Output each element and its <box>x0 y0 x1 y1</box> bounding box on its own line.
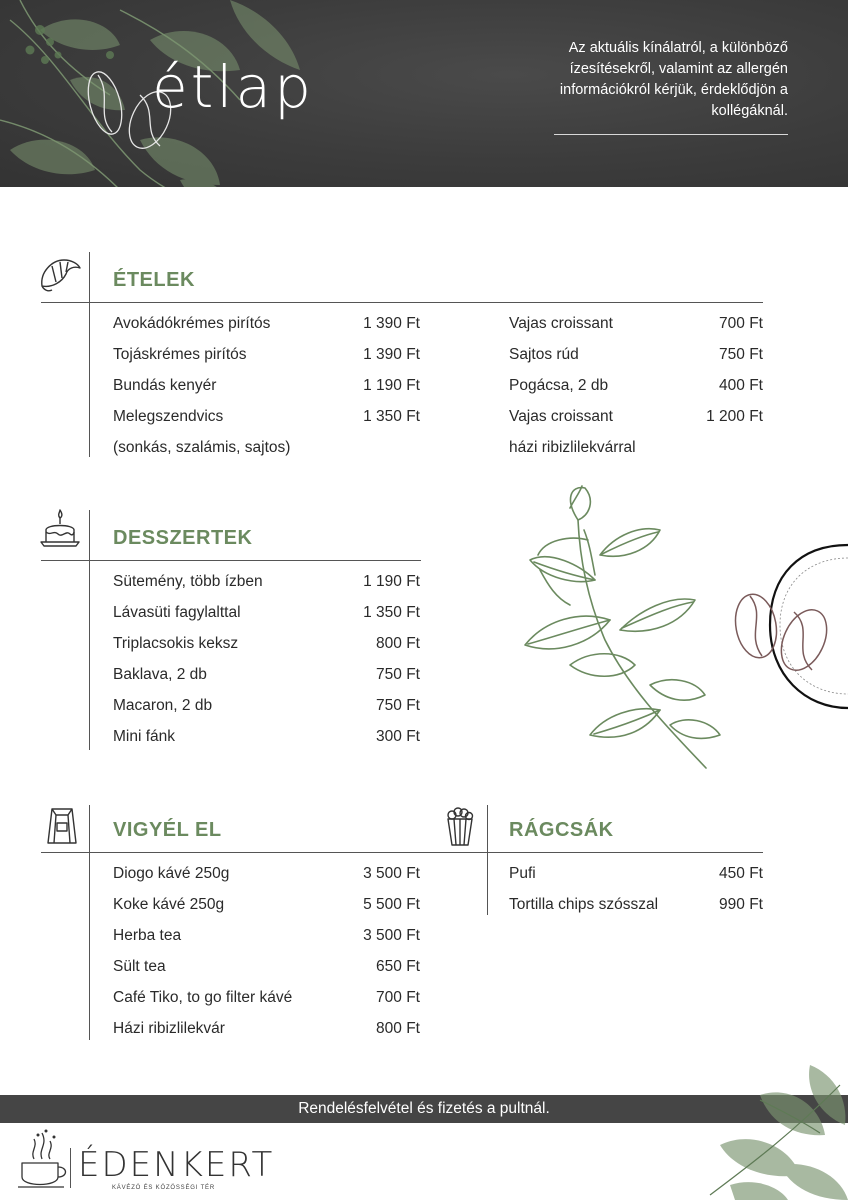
desszertek-title: DESSZERTEK <box>113 527 253 549</box>
menu-item-name: Sütemény, több ízben <box>113 573 263 590</box>
menu-item-price: 400 Ft <box>719 377 763 394</box>
coffee-bag-icon <box>40 803 84 847</box>
etelek-vertical-rule <box>89 252 90 457</box>
menu-item-price: 1 200 Ft <box>706 408 763 425</box>
menu-item-price: 1 390 Ft <box>363 315 420 332</box>
allergen-note: Az aktuális kínálatról, a különböző ízesítésekről, valamint az allergén információkról kérjük, érdeklődjön a kollégáknál. <box>559 40 788 119</box>
menu-item-name: Herba tea <box>113 927 182 944</box>
popcorn-icon <box>438 803 482 847</box>
menu-item-note: házi ribizlilekvárral <box>509 439 636 456</box>
ordering-note-band: Rendelésfelvétel és fizetés a pultnál. <box>0 1095 848 1123</box>
etelek-title: ÉTELEK <box>113 269 195 291</box>
desszertek-vertical-rule <box>89 510 90 750</box>
menu-item-name: Mini fánk <box>113 728 176 745</box>
menu-item-price: 1 190 Ft <box>363 377 420 394</box>
menu-item-price: 750 Ft <box>376 697 420 714</box>
menu-item-price: 800 Ft <box>376 1020 420 1037</box>
menu-item-name: Baklava, 2 db <box>113 666 207 683</box>
menu-item-name: Tortilla chips szósszal <box>509 896 659 913</box>
menu-item-name: Café Tiko, to go filter kávé <box>113 989 293 1006</box>
croissant-icon <box>38 252 82 296</box>
menu-item-name: Triplacsokis keksz <box>113 635 239 652</box>
menu-item-name: Bundás kenyér <box>113 377 217 394</box>
menu-item-price: 300 Ft <box>376 728 420 745</box>
menu-item-price: 450 Ft <box>719 865 763 882</box>
menu-item-name: Tojáskrémes pirítós <box>113 346 247 363</box>
vigyel-divider <box>41 852 487 853</box>
header-band <box>0 0 848 187</box>
menu-item-price: 3 500 Ft <box>363 927 420 944</box>
menu-item-name: Lávasüti fagylalttal <box>113 604 241 621</box>
menu-item-name: Avokádókrémes pirítós <box>113 315 271 332</box>
menu-item-name: Házi ribizlilekvár <box>113 1020 225 1037</box>
menu-item-note: (sonkás, szalámis, sajtos) <box>113 439 291 456</box>
menu-item-price: 1 350 Ft <box>363 604 420 621</box>
brand-divider <box>70 1148 71 1188</box>
menu-item-price: 800 Ft <box>376 635 420 652</box>
menu-item-price: 1 350 Ft <box>363 408 420 425</box>
menu-item-price: 750 Ft <box>376 666 420 683</box>
menu-item-price: 1 390 Ft <box>363 346 420 363</box>
menu-item-price: 700 Ft <box>376 989 420 1006</box>
menu-item-price: 3 500 Ft <box>363 865 420 882</box>
menu-item-price: 990 Ft <box>719 896 763 913</box>
page-title: étlap <box>152 53 314 121</box>
vigyel-title: VIGYÉL EL <box>113 819 222 841</box>
menu-item-price: 700 Ft <box>719 315 763 332</box>
menu-item-price: 5 500 Ft <box>363 896 420 913</box>
menu-item-name: Diogo kávé 250g <box>113 865 230 882</box>
brand-logo-text: ÉDENKERT <box>78 1145 275 1185</box>
menu-item-name: Koke kávé 250g <box>113 896 225 913</box>
vigyel-vertical-rule <box>89 805 90 1040</box>
ragcsak-vertical-rule <box>487 805 488 915</box>
menu-item-name: Sajtos rúd <box>509 346 579 363</box>
menu-item-name: Melegszendvics <box>113 408 224 425</box>
etelek-divider <box>41 302 763 303</box>
menu-item-name: Pogácsa, 2 db <box>509 377 609 394</box>
menu-item-name: Sült tea <box>113 958 166 975</box>
menu-item-name: Macaron, 2 db <box>113 697 213 714</box>
botanical-coffee-illustration <box>510 480 848 775</box>
menu-item-price: 650 Ft <box>376 958 420 975</box>
ragcsak-title: RÁGCSÁK <box>509 819 614 841</box>
menu-item-name: Vajas croissant <box>509 315 613 332</box>
header-divider <box>554 134 788 135</box>
desszertek-divider <box>41 560 421 561</box>
menu-item-price: 750 Ft <box>719 346 763 363</box>
cake-icon <box>38 508 82 552</box>
menu-item-name: Pufi <box>509 865 536 882</box>
brand-tagline: KÁVÉZÓ ÉS KÖZÖSSÉGI TÉR <box>112 1185 215 1191</box>
menu-item-name: Vajas croissant <box>509 408 613 425</box>
menu-item-price: 1 190 Ft <box>363 573 420 590</box>
footer-leaves-decoration <box>700 1065 848 1200</box>
ragcsak-divider <box>487 852 763 853</box>
coffee-cup-logo-icon <box>16 1125 72 1193</box>
